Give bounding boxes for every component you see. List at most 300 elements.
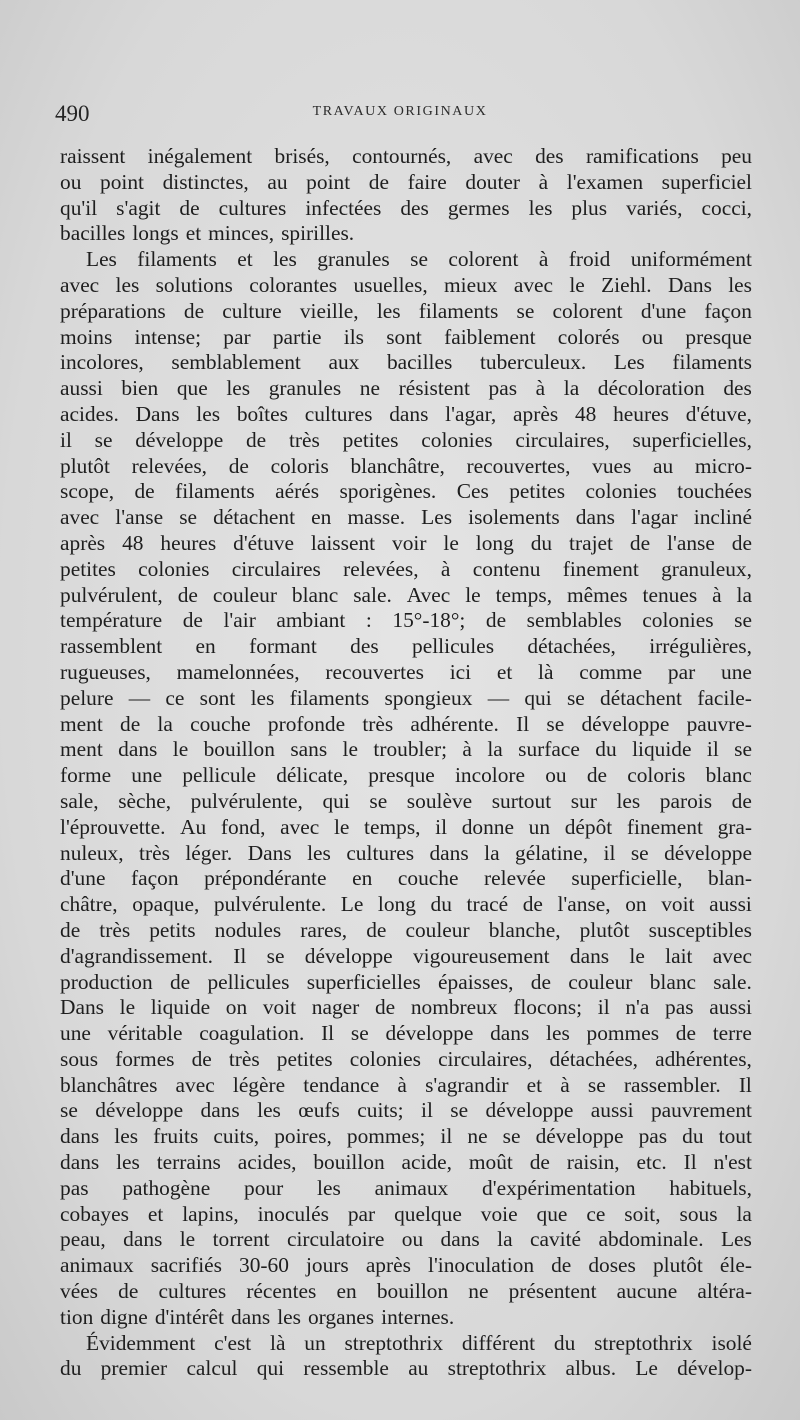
word: couche [397,866,459,891]
word: les [307,840,331,865]
word: de [118,1279,139,1304]
word: différent [461,1330,536,1355]
word: de [374,995,396,1020]
word: se [450,1098,469,1123]
word: avec [473,144,513,168]
word: pathogène [122,1175,211,1200]
word: dans [60,1124,100,1149]
word: la [487,737,503,762]
word: se [734,737,752,762]
word: la [736,1201,752,1226]
word: présentent [508,1279,597,1304]
word: nuleux, [60,840,124,865]
word: développe [535,1124,624,1149]
word: préparations [60,298,166,323]
word: Il [321,1021,335,1046]
word: avec [513,272,554,297]
word: filaments [137,247,217,272]
word: formes [115,1046,175,1071]
word: petites [276,1046,333,1071]
word: développe [135,427,224,452]
word: germes [447,195,510,220]
word: fond, [220,814,266,839]
text-line [60,505,752,531]
word: l'éprouvette. [60,814,166,839]
word: éle- [719,1253,752,1278]
word: là [538,659,554,684]
word: recouvertes [325,659,424,684]
word: l'agar, [445,401,497,426]
word: les [728,272,752,297]
word: cobayes [60,1201,129,1226]
word: aussi [709,892,752,917]
word: sale, [60,788,99,813]
word: granuleux, [661,556,752,581]
word: superficielles, [632,427,752,452]
word: l'anse, [557,892,611,917]
word: internes. [381,1304,455,1329]
text-line [60,221,752,247]
word: dans [575,505,615,530]
word: dans [389,401,429,426]
word: à [560,1072,570,1097]
word: aussi [709,995,752,1020]
word: très [228,1046,260,1071]
word: granules [317,247,390,272]
word: semblables [526,608,622,633]
word: heures [613,401,669,426]
word: aussi [60,376,103,401]
word: longs [132,221,179,246]
text-line [60,1047,752,1073]
word: et [237,247,253,272]
word: aussi [590,1098,634,1123]
word: laissent [310,530,376,555]
word: les [317,1175,341,1200]
word: lait [665,943,693,968]
word: mieux [444,272,498,297]
word: du [530,530,553,555]
word: circulatoire [286,1227,385,1252]
text-line [60,583,752,609]
text-line [60,402,752,428]
word: sporigènes. [339,479,437,504]
word: très [288,427,320,452]
word: les [250,685,275,710]
word: scope, [60,479,115,504]
word: Dans [247,840,292,865]
word: qui [524,685,552,710]
word: se [502,1124,521,1149]
text-line [60,299,752,325]
text-line [60,1021,752,1047]
word: pulvérulente, [190,788,303,813]
word: Il [516,711,530,736]
word: les [257,1098,281,1123]
word: de [485,608,507,633]
word: on [225,995,248,1020]
word: les [116,1150,140,1175]
word: pulvérulent, [60,582,163,607]
word: de [731,788,752,813]
word: filaments [672,350,752,375]
word: micro- [694,453,752,478]
word: gélatine, [515,840,589,865]
word: : [365,608,372,633]
word: par [347,1201,376,1226]
word: rassembler. [623,1072,721,1097]
word: colonies [642,608,714,633]
word: finement [562,556,639,581]
word: adhérente. [410,711,499,736]
word: sale. [713,969,752,994]
word: véritable [107,1021,183,1046]
word: circulaires, [438,1046,533,1071]
word: sous [679,1201,718,1226]
word: colorent [448,247,519,272]
word: dans [123,1227,163,1252]
word: granules [268,376,342,401]
word: de [182,608,203,633]
word: prépondérante [204,866,327,891]
word: digne [100,1304,148,1329]
word: épaisses, [438,969,514,994]
word: du [430,892,452,917]
word: petites [342,427,399,452]
text-line [60,970,752,996]
word: douter [465,169,521,194]
word: albus. [565,1356,617,1381]
word: ce [586,1201,606,1226]
word: bacilles [60,221,126,246]
word: circulaires, [515,427,610,452]
word: un [528,814,551,839]
word: peu [721,144,752,168]
word: tracé [466,892,509,917]
word: au [653,453,674,478]
word: l'anse [667,530,715,555]
word: boîtes [236,401,288,426]
text-line [60,1279,752,1305]
word: ou [545,763,567,788]
word: colonies [138,556,210,581]
word: du [553,1330,576,1355]
word: dans [490,1021,530,1046]
word: il [597,995,610,1020]
word: pommes [586,1021,660,1046]
word: des [723,376,752,401]
word: comme [579,659,643,684]
word: d'une [640,298,687,323]
word: dans [440,1227,480,1252]
word: soit, [624,1201,661,1226]
word: aux [328,350,360,375]
word: formant [249,634,317,659]
page-number: 490 [55,101,90,126]
word: l'agar [631,505,678,530]
word: ne [359,376,380,401]
word: après [513,401,559,426]
word: rares, [300,917,348,942]
word: Les [86,247,117,272]
word: à [712,582,722,607]
word: filaments [175,479,255,504]
word: streptothrix [344,1330,444,1355]
word: dans [200,1098,240,1123]
word: circulaires [231,556,321,581]
word: les [528,195,553,220]
word: de [60,917,81,942]
word: d'intérêt [154,1304,224,1329]
text-line [60,1202,752,1228]
text-line [60,712,752,738]
word: coagulation. [199,1021,305,1046]
word: colonies [349,1046,421,1071]
word: colorent [552,298,623,323]
word: ce [165,685,185,710]
text-line [60,1176,752,1202]
word: sacrifiés [150,1253,222,1278]
text-line [60,866,752,892]
text-line [60,660,752,686]
running-head: TRAVAUX ORIGINAUX [312,104,488,119]
word: à [440,556,451,581]
word: se [410,247,428,272]
word: vieille, [299,298,359,323]
word: terre [712,1021,752,1046]
word: brisés, [274,144,330,168]
word: voit [262,995,297,1020]
word: de [366,917,387,942]
word: nombreux [410,995,498,1020]
word: avec [280,814,320,839]
text-line [60,1305,752,1331]
word: blanc [649,969,697,994]
word: — [487,685,510,710]
word: masse. [347,505,406,530]
text-line [60,995,752,1021]
word: ici [449,659,472,684]
word: dans [231,1304,271,1329]
word: de [629,530,651,555]
word: de [530,969,551,994]
word: de [529,1150,550,1175]
word: au [408,1356,429,1381]
word: récentes [246,1279,317,1304]
word: à [538,247,549,272]
word: mamelonnées, [176,659,300,684]
word: pas [665,995,694,1020]
word: détachent [600,685,682,710]
text-line [60,428,752,454]
word: finement [626,814,703,839]
word: de [245,427,267,452]
word: très [139,840,170,865]
text-line [60,1150,752,1176]
word: décoloration [597,376,705,401]
word: très [99,917,131,942]
word: sur [570,788,597,813]
word: flocons; [513,995,583,1020]
word: Il [738,1072,752,1097]
word: détachées, [549,1046,639,1071]
text-line [60,789,752,815]
word: adhérentes, [655,1046,752,1071]
word: uniformément [630,247,752,272]
word: presque [685,324,752,349]
word: distinctes, [162,169,249,194]
text-line [60,1124,752,1150]
word: long [475,530,514,555]
word: superficielle, [571,866,683,891]
word: une [60,1021,91,1046]
word: ressemble [303,1356,389,1381]
word: Les [720,1227,752,1252]
word: se [60,1098,78,1123]
word: inoculés [257,1201,329,1226]
word: bouillon [376,1279,449,1304]
word: le [443,530,459,555]
word: très [362,711,394,736]
text-line [60,944,752,970]
word: que [176,376,208,401]
text-line [60,350,752,376]
word: petites [60,556,116,581]
word: se [94,427,113,452]
word: de [191,1046,212,1071]
word: de [183,298,205,323]
word: pauvrement [650,1098,752,1123]
word: le [179,1227,196,1252]
word: poires, [274,1124,332,1149]
word: n'est [713,1150,752,1175]
word: animaux [60,1253,134,1278]
word: filaments [289,685,370,710]
word: trajet [569,530,613,555]
word: quelque [394,1201,462,1226]
word: Ces [456,479,489,504]
word: heures [160,530,217,555]
word: avec [60,272,100,297]
word: 48 [574,401,597,426]
word: nager [311,995,360,1020]
word: gra- [717,814,752,839]
word: sont [386,324,422,349]
word: sous [60,1046,99,1071]
word: se [369,788,388,813]
word: les [114,1124,139,1149]
word: moût [468,1150,513,1175]
word: de [120,711,141,736]
word: tenues [642,582,698,607]
word: contournés, [352,144,452,168]
word: acide, [401,1150,452,1175]
word: et [526,1072,543,1097]
word: presque [368,763,435,788]
word: voir [392,530,427,555]
word: le [342,737,358,762]
word: des [350,634,379,659]
word: le [333,814,350,839]
word: et [185,221,202,246]
word: jours [305,1253,349,1278]
word: résistent [398,376,470,401]
word: relevée [484,866,546,891]
word: il [60,427,72,452]
word: colonies [585,479,657,504]
word: pommes; [346,1124,426,1149]
word: de [731,530,752,555]
word: de [551,1253,572,1278]
word: Les [421,505,453,530]
word: pas [60,1175,89,1200]
word: la [563,376,580,401]
word: tuberculeux. [479,350,587,375]
word: forme [60,763,112,788]
word: il [440,1124,453,1149]
word: moins [60,324,113,349]
word: les [273,247,297,272]
word: de [228,453,249,478]
word: tout [718,1124,752,1149]
word: couleur [405,917,470,942]
word: d'une [60,866,106,891]
word: pellicules [412,634,495,659]
word: d'étuve, [685,401,752,426]
word: du [60,1356,82,1381]
word: blanc [291,582,339,607]
word: il [435,814,448,839]
word: Avec [406,582,451,607]
word: châtre, [60,892,118,917]
word: dans [118,737,158,762]
text-line [60,841,752,867]
word: qui [256,1356,285,1381]
word: acides, [237,1150,297,1175]
word: rugueuses, [60,659,151,684]
word: pelure [60,685,114,710]
word: susceptibles [648,917,752,942]
word: et [147,1201,164,1226]
word: intense; [134,324,202,349]
word: couleur [212,582,277,607]
word: développe [95,1098,184,1123]
word: là [270,1330,286,1355]
word: d'agrandissement. [60,943,213,968]
word: torrent [212,1227,270,1252]
word: de [177,582,198,607]
word: streptothrix [594,1330,693,1355]
word: premier [100,1356,168,1381]
word: partie [272,324,322,349]
word: pas [638,1124,668,1149]
text-line [60,144,752,170]
word: irrégulières, [649,634,752,659]
word: point [306,169,351,194]
word: avec [175,1072,215,1097]
text-line [60,634,752,660]
word: le [465,582,481,607]
word: — [128,685,151,710]
word: de [169,969,191,994]
word: Il [233,943,247,968]
word: nodules [214,917,282,942]
word: le [119,995,136,1020]
word: liquide [150,995,211,1020]
word: façon [704,298,752,323]
word: etc. [636,1150,667,1175]
word: on [625,892,647,917]
